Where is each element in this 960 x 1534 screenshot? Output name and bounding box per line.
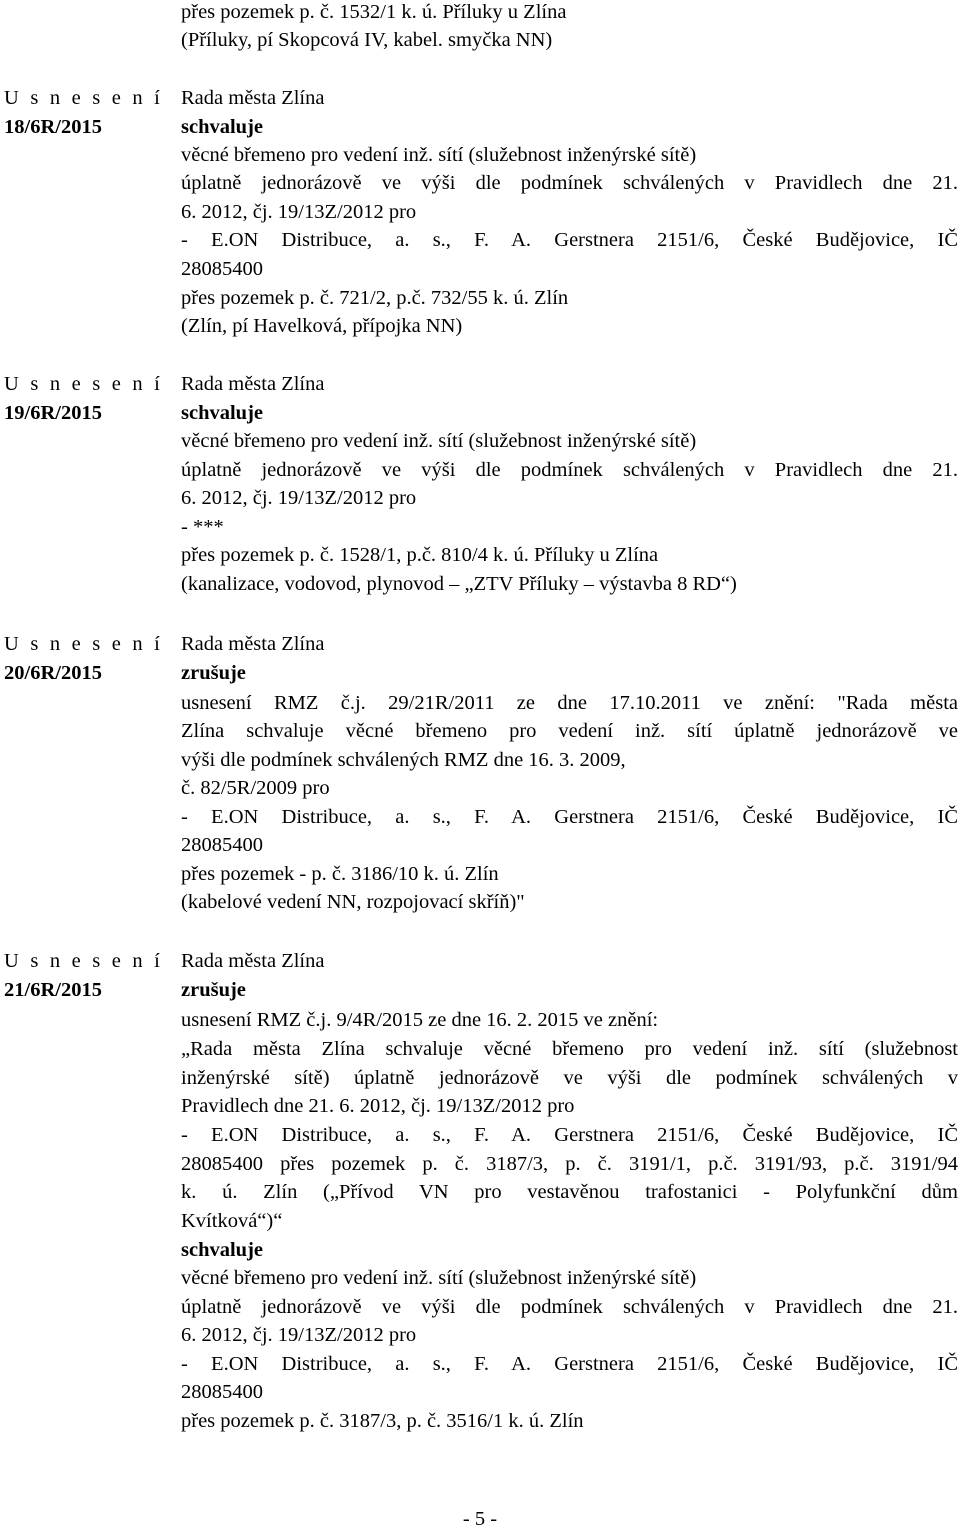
resolution-verb: schvaluje [181,402,263,424]
resolution-text-line: - E.ON Distribuce, a. s., F. A. Gerstnera 2151/6, České Budějovice, IČ [181,1353,958,1375]
resolution-text-line: „Rada města Zlína schvaluje věcné břemeno pro vedení inž. sítí (služebnost [181,1038,958,1060]
resolution-text-line: přes pozemek p. č. 721/2, p.č. 732/55 k. ú. Zlín [181,287,569,309]
resolution-label: U s n e s e n í [4,633,164,655]
resolution-text-line: - E.ON Distribuce, a. s., F. A. Gerstnera 2151/6, České Budějovice, IČ [181,806,958,828]
resolution-label: U s n e s e n í [4,373,164,395]
resolution-text-line: přes pozemek p. č. 1528/1, p.č. 810/4 k. ú. Příluky u Zlína [181,544,659,566]
resolution-text-line: 28085400 [181,258,263,280]
council-name: Rada města Zlína [181,950,325,972]
page-number: - 5 - [462,1508,498,1530]
resolution-verb: zrušuje [181,979,246,1001]
council-name: Rada města Zlína [181,633,325,655]
resolution-text-line: věcné břemeno pro vedení inž. sítí (služebnost inženýrské sítě) [181,430,697,452]
resolution-verb: schvaluje [181,116,263,138]
resolution-text-line: č. 82/5R/2009 pro [181,777,330,799]
resolution-text-line: 28085400 [181,1381,263,1403]
resolution-text-line: 6. 2012, čj. 19/13Z/2012 pro [181,1324,417,1346]
resolution-number: 20/6R/2015 [4,662,102,684]
resolution-text-line: 6. 2012, čj. 19/13Z/2012 pro [181,201,417,223]
resolution-text-line: usnesení RMZ č.j. 29/21R/2011 ze dne 17.10.2011 ve znění: "Rada města [181,692,958,714]
resolution-text-line: (Zlín, pí Havelková, přípojka NN) [181,315,463,337]
resolution-label: U s n e s e n í [4,950,164,972]
resolution-verb: zrušuje [181,662,246,684]
resolution-text-line: úplatně jednorázově ve výši dle podmínek schválených v Pravidlech dne 21. [181,172,958,194]
resolution-text-line: Kvítková“)“ [181,1210,283,1232]
resolution-text-line: inženýrské sítě) úplatně jednorázově ve výši dle podmínek schválených v [181,1067,958,1089]
council-name: Rada města Zlína [181,373,325,395]
intro-line: (Příluky, pí Skopcová IV, kabel. smyčka NN) [181,29,553,51]
resolution-text-line: věcné břemeno pro vedení inž. sítí (služebnost inženýrské sítě) [181,1267,697,1289]
resolution-label: U s n e s e n í [4,87,164,109]
resolution-text-line: k. ú. Zlín („Přívod VN pro vestavěnou trafostanici - Polyfunkční dům [181,1181,958,1203]
resolution-text-line: přes pozemek - p. č. 3186/10 k. ú. Zlín [181,863,499,885]
resolution-text-line: Pravidlech dne 21. 6. 2012, čj. 19/13Z/2012 pro [181,1095,575,1117]
resolution-text-line: výši dle podmínek schválených RMZ dne 16. 3. 2009, [181,749,626,771]
resolution-text-line: Zlína schvaluje věcné břemeno pro vedení inž. sítí úplatně jednorázově ve [181,720,958,742]
resolution-text-line: 6. 2012, čj. 19/13Z/2012 pro [181,487,417,509]
resolution-number: 18/6R/2015 [4,116,102,138]
resolution-number: 19/6R/2015 [4,402,102,424]
resolution-text-line: (kabelové vedení NN, rozpojovací skříň)" [181,891,525,913]
resolution-text-line: 28085400 přes pozemek p. č. 3187/3, p. č. 3191/1, p.č. 3191/93, p.č. 3191/94 [181,1153,958,1175]
resolution-text-line: (kanalizace, vodovod, plynovod – „ZTV Příluky – výstavba 8 RD“) [181,573,737,595]
resolution-text-line: věcné břemeno pro vedení inž. sítí (služebnost inženýrské sítě) [181,144,697,166]
resolution-text-line: - *** [181,516,224,538]
resolution-text-line: usnesení RMZ č.j. 9/4R/2015 ze dne 16. 2. 2015 ve znění: [181,1009,659,1031]
resolution-text-line: úplatně jednorázově ve výši dle podmínek schválených v Pravidlech dne 21. [181,1296,958,1318]
council-name: Rada města Zlína [181,87,325,109]
resolution-text-line: přes pozemek p. č. 3187/3, p. č. 3516/1 k. ú. Zlín [181,1410,584,1432]
intro-line: přes pozemek p. č. 1532/1 k. ú. Příluky u Zlína [181,1,567,23]
resolution-text-line: úplatně jednorázově ve výši dle podmínek schválených v Pravidlech dne 21. [181,459,958,481]
resolution-verb: schvaluje [181,1239,263,1261]
resolution-text-line: - E.ON Distribuce, a. s., F. A. Gerstnera 2151/6, České Budějovice, IČ [181,229,958,251]
resolution-number: 21/6R/2015 [4,979,102,1001]
resolution-text-line: - E.ON Distribuce, a. s., F. A. Gerstnera 2151/6, České Budějovice, IČ [181,1124,958,1146]
resolution-text-line: 28085400 [181,834,263,856]
